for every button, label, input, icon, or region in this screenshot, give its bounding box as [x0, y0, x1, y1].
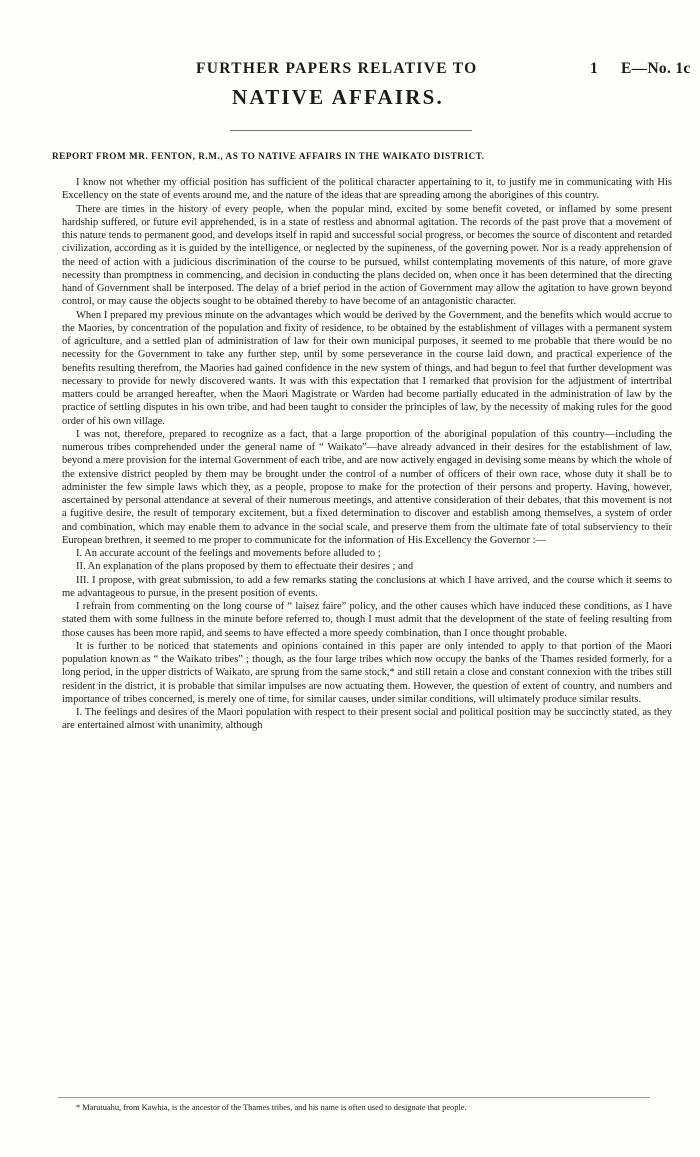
series-title: FURTHER PAPERS RELATIVE TO	[196, 60, 478, 77]
footnote-text: * Marutuahu, from Kawhia, is the ancestor of the Thames tribes, and his name is often used to designate that people.	[76, 1103, 467, 1112]
footnote-rule	[58, 1097, 650, 1098]
paragraph: I know not whether my official position has sufficient of the political character appertaining to it, to justify me in communicating with His Excellency on the state of events around me, and the nature of the ideas that are spreading among the aborigines of this country.	[62, 177, 672, 202]
list-item: II. An explanation of the plans proposed by them to effectuate their desires ; and	[76, 561, 414, 573]
list-item: I. An accurate account of the feelings and movements before alluded to ;	[76, 548, 381, 559]
list-item: III. I propose, with great submission, to add a few remarks stating the conclusions at which I have arrived, and the course which it seems to me advantageous to pursue, in the present position of events.	[62, 574, 672, 599]
title-rule	[230, 130, 472, 131]
paragraph: I was not, therefore, prepared to recognize as a fact, that a large proportion of the aboriginal population of this country—including the numerous tribes comprehended under the general name of “ Waikato”—have already advanced in their desires for the establishment of law, beyond a mere provision for the internal Government of each tribe, and are now actively engaged in devising some means by which the whole of the extensive district peopled by them may be brought under the control of a number of officers of their own race, whose duty it shall be to administer the few simple laws which they, as a people, propose to make for the protection of their persons and property. Having, however, ascertained by personal attendance at several of their numerous meetings, and attentive consideration of their debates, that this movement is not a fugitive desire, the result of temporary excitement, but a fixed determination to discover and establish among themselves, a system of order and combination, which may enable them to advance in the social scale, and preserve them from the ultimate fate of total subserviency to their European brethren, it seemed to me proper to communicate for the information of His Excellency the Governor :—	[62, 428, 672, 546]
paragraph: It is further to be noticed that statements and opinions contained in this paper are only intended to apply to that portion of the Maori population known as “ the Waikato tribes” ; though, as the four large tribes which now occupy the banks of the Thames resided formerly, for a long period, in the upper districts of Waikato, are sprung from the same stock,* and still retain a close and constant connexion with the tribes still resident in the district, it is probable that similar impulses are now actuating them. However, the question of extent of country, and numbers and importance of tribes concerned, is merely one of time, for similar causes, under similar conditions, will ultimately produce similar results.	[62, 640, 672, 705]
page-number: 1	[590, 60, 598, 77]
running-header	[0, 60, 700, 84]
report-heading: REPORT FROM MR. FENTON, R.M., AS TO NATIVE AFFAIRS IN THE WAIKATO DISTRICT.	[52, 151, 485, 161]
paragraph: I. The feelings and desires of the Maori population with respect to their present social and political position may be succinctly stated, as they are entertained almost with unanimity, although	[62, 707, 672, 732]
paragraph: There are times in the history of every people, when the popular mind, excited by some benefit coveted, or inflamed by some present hardship suffered, or future evil apprehended, is in a state of restless and abnormal agitation. The records of the past prove that a movement of this nature tends to permanent good, and develops itself in rapid and successful social progress, or becomes the source of discontent and retarded civilization, according as it is guided by the intelligence, or neglected by the supineness, of the governing power. Nor is a ready apprehension of the need of action with a judicious discrimination of the course to be pursued, whilst contemplating movements of this nature, of more grave necessity than promptness in commencing, and decision in conducting the plans decided on, when once it has been determined that the directing hand of Government shall be interposed. The delay of a brief period in the action of Government may allow the agitation to have grown beyond control, or may cause the objects sought to be obtained thereby to have become of an antagonistic character.	[62, 203, 672, 308]
report-body	[62, 176, 672, 733]
paragraph: I refrain from commenting on the long course of “ laisez faire” policy, and the other causes which have induced these conditions, as I have stated them with some fullness in the minute before referred to, though I must admit that the development of the state of feeling resulting from those causes has been more rapid, and seems to have effected a more speedy combination, than I once thought probable.	[62, 601, 672, 639]
paper-reference: E—No. 1c	[621, 60, 691, 77]
page-title: NATIVE AFFAIRS.	[232, 85, 444, 109]
paragraph: When I prepared my previous minute on the advantages which would be derived by the Government, and the benefits which would accrue to the Maories, by concentration of the population and fixity of residence, to be obtained by the establishment of villages with a permanent system of agriculture, and a settled plan of administration of law for their own municipal purposes, it seemed to me probable that there would be no necessity for the Government to take any further step, until by some perseverance in the course laid down, and practical experience of the benefits resulting therefrom, the Maories had gained confidence in the new system of things, and had begun to feel that further development was necessary to provide for newly discovered wants. It was with this expectation that I remarked that provision for the adjustment of intertribal matters could be arranged hereafter, when the Maori Magistrate or Warden had become partially educated in the administration of law by the practice of settling disputes in his own tribe, and had been taught to consider the principles of law, by the necessity of making rules for the good order of his own village.	[62, 309, 672, 427]
footnote	[62, 1102, 672, 1114]
